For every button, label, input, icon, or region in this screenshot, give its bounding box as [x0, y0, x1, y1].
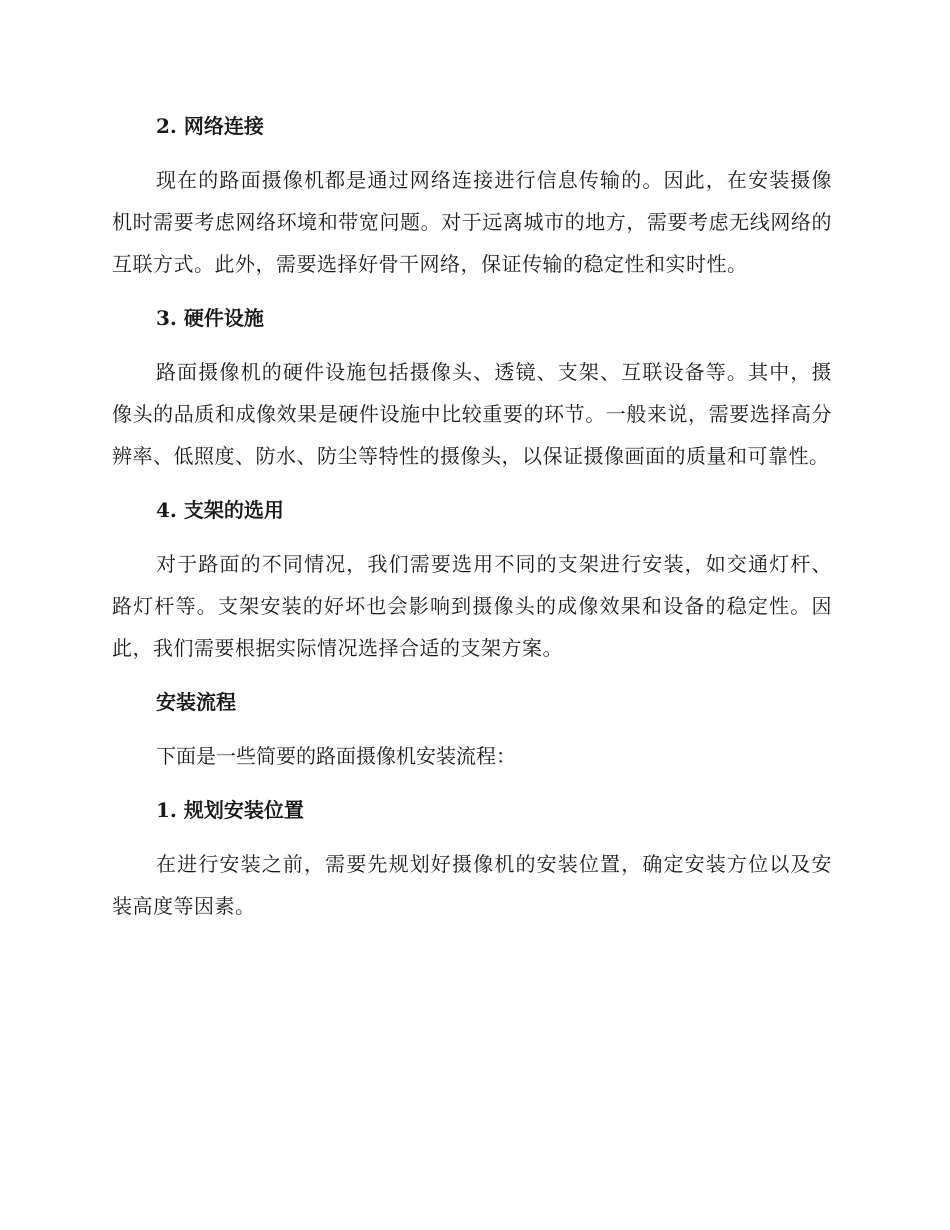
install-intro: 下面是一些简要的路面摄像机安装流程：: [156, 744, 516, 768]
section-paragraph-network: 现在的路面摄像机都是通过网络连接进行信息传输的。因此，在安装摄像机时需要考虑网络环境和带宽问题。对于远离城市的地方，需要考虑无线网络的互联方式。此外，需要选择好骨干网络，保证传输的稳定性和实时性。: [112, 168, 832, 276]
step-heading-plan-location: 1. 规划安装位置: [156, 798, 304, 822]
section-paragraph-hardware: 路面摄像机的硬件设施包括摄像头、透镜、支架、互联设备等。其中，摄像头的品质和成像效果是硬件设施中比较重要的环节。一般来说，需要选择高分辨率、低照度、防水、防尘等特性的摄像头，以保证摄像画面的质量和可靠性。: [112, 360, 832, 468]
section-heading-bracket: 4. 支架的选用: [156, 498, 284, 522]
section-heading-install: 安装流程: [156, 690, 236, 714]
section-heading-hardware: 3. 硬件设施: [156, 306, 264, 330]
section-heading-network: 2. 网络连接: [156, 114, 264, 138]
document-body: [112, 105, 832, 939]
step-paragraph-plan-location: 在进行安装之前，需要先规划好摄像机的安装位置，确定安装方位以及安装高度等因素。: [112, 852, 832, 918]
section-paragraph-bracket: 对于路面的不同情况，我们需要选用不同的支架进行安装，如交通灯杆、路灯杆等。支架安装的好坏也会影响到摄像头的成像效果和设备的稳定性。因此，我们需要根据实际情况选择合适的支架方案。: [112, 552, 832, 660]
